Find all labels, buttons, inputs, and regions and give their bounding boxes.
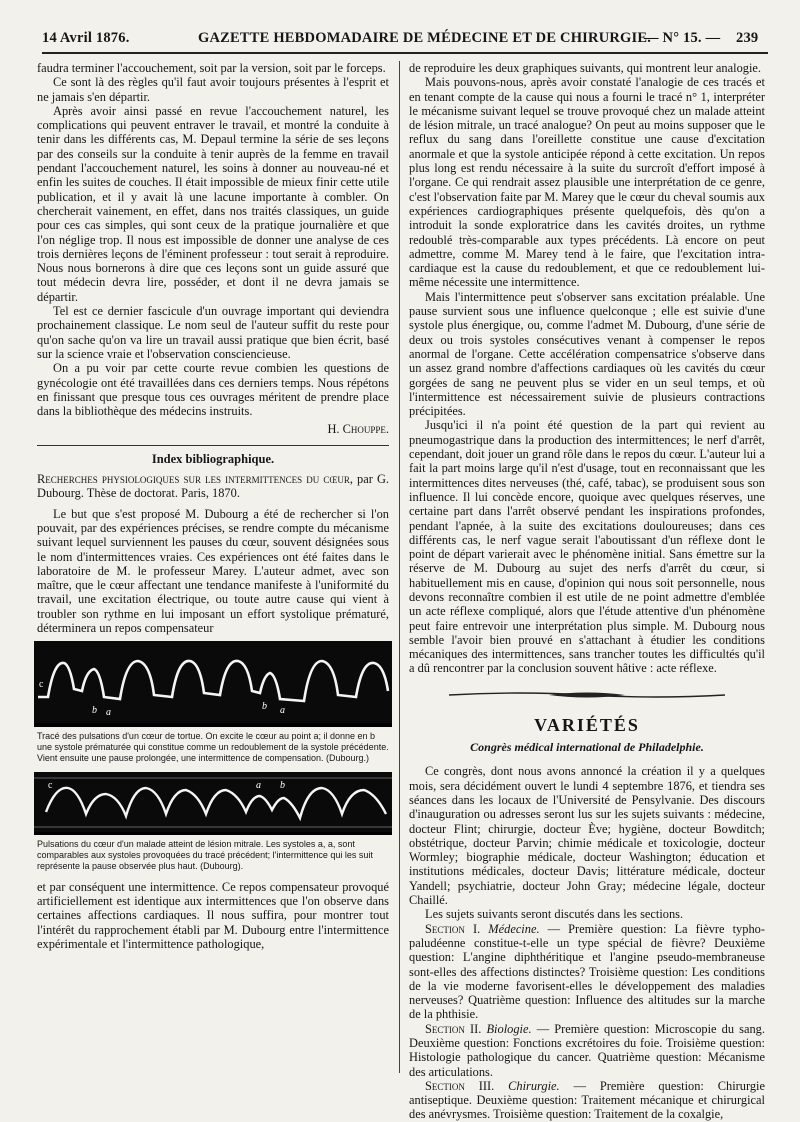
tortoise-pulse-trace xyxy=(34,641,392,723)
book-title: Recherches physiologiques sur les intermittences du cœur, xyxy=(37,472,353,487)
paragraph: Le but que s'est proposé M. Dubourg a été de rechercher si l'on pouvait, par des expériences précises, se rendre compte du mécanisme suivant lequel surviennent les pauses du cœur, souvent désignées sous le nom d'intermittences vraies. Ces expériences ont été faites dans le laboratoire de M. le professeur Marey. L'auteur admet, avec son maître, que le cœur affectant une tendance manifeste à l'uniformité du travail, une excitation électrique, ou toute autre cause qui vient à troubler son rythme en lui imposant un effort systolique prématuré, déterminera un repos compensateur xyxy=(37,506,389,635)
left-column xyxy=(37,61,389,951)
figure-mitral-trace xyxy=(34,772,392,835)
paragraph: Après avoir ainsi passé en revue l'accouchement naturel, les complications qui peuvent entraver le travail, et montré la conduite à tenir dans les différents cas, M. Depaul termine la série de ses leçons par des conseils sur la conduite à tenir auprès de la femme en travail pendant l'accouchement naturel, les soins à donner au nouveau-né et enfin les suites de couches. Il était impossible de mieux finir cette utile publication, et il y avait là une lacune importante à combler. On chercherait vainement, en effet, dans nos traités classiques, un guide pour ces cas simples, qui sont ceux de la pratique journalière et que l'on néglige trop. Il nous est impossible de donner une analyse de ces trois dernières leçons de l'éminent professeur : tout serait à reproduire. Nous nous bornerons à dire que ces leçons sont un guide assuré que tout médecin devra lire, posséder, et dont il ne devra jamais se départir. xyxy=(37,103,389,304)
paragraph: Ce congrès, dont nous avons annoncé la création il y a quelques mois, sera décidément ouvert le lundi 4 septembre 1876, et tiendra ses séances dans les locaux de l'Université de Pensylvanie. Des discours d'inauguration ou adresses seront lus sur les sujets suivants : médecine, docteur Flint; chirurgie, docteur Ève; hygiène, docteur Bowditch; obstétrique, docteur Parvin; chimie médicale et toxicologie, docteur Wormley; biographie médicale, docteur Washington; éducation et institutions médicales, docteur Davis; littérature médicale, docteur Yandell; psychiatrie, docteur John Gray; médecine légale, docteur Chaillé. xyxy=(409,764,765,908)
book-details: par G. Dubourg. Thèse de doctorat. Paris, 1870. xyxy=(37,472,389,501)
section-text: — Première question: Microscopie du sang. Deuxième question: Fonctions excrétoires du foie. Troisième question: Histologie pathologique du cancer. Quatrième question: Mécanisme des articulations. xyxy=(409,1021,765,1079)
header-rule xyxy=(42,52,768,54)
paragraph: Ce sont là des règles qu'il faut avoir toujours présentes à l'esprit et ne jamais s'en départir. xyxy=(37,75,389,104)
figure-tortoise-trace xyxy=(34,641,392,726)
section-item xyxy=(409,1079,765,1122)
trace-label: a xyxy=(256,779,261,791)
column-divider xyxy=(399,61,400,1073)
trace-label: c xyxy=(48,779,53,791)
paragraph: faudra terminer l'accouchement, soit par la version, soit par le forceps. xyxy=(37,61,386,75)
figure-caption: Tracé des pulsations d'un cœur de tortue. On excite le cœur au point a; il donne en b une systole prématurée qui constitue comme un redoublement de la systole précédente. Vient ensuite une pause prolongée, une intermittence de compensation. (Dubourg.) xyxy=(37,730,389,763)
section-item xyxy=(409,922,765,1022)
trace-label: a xyxy=(280,705,285,717)
author-signature: H. Chouppe. xyxy=(327,422,389,437)
section-label: Section I. xyxy=(425,921,481,936)
ornament-graphic xyxy=(449,690,725,700)
trace-label: b xyxy=(262,701,267,713)
section-name: Médecine. xyxy=(488,921,540,936)
paragraph: et par conséquent une intermittence. Ce repos compensateur provoqué artificiellement est identique aux intermittences que l'on observe dans certaines affections cardiaques. Il nous suffira, pour montrer tout l'intérêt du rapprochement établi par M. Dubourg entre l'intermittence expérimentale et l'intermittence pathologique, xyxy=(37,879,389,952)
figure-caption: Pulsations du cœur d'un malade atteint de lésion mitrale. Les systoles a, a, sont comparables aux systoles provoquées du tracé précédent; l'intermittence qui les suit représente la pause observée plus haut. (Dubourg). xyxy=(37,838,373,871)
section-name: Chirurgie. xyxy=(508,1078,560,1093)
section-text: — Première question: Chirurgie antiseptique. Deuxième question: Traitement mécanique et chirurgical des anévrysmes. Troisième question: Traitement de la coxalgie, xyxy=(409,1078,765,1122)
section-text: — Première question: La fièvre typho-paludéenne constitue-t-elle un type spécial de fièvre? Deuxième question: L'angine diphthéritique et l'angine pseudo-membraneuse sont-elles des affections distinctes? Troisième question: Les conditions de la vie moderne favorisent-elles le développement des maladies nerveuses? Quatrième question: Influence des altitudes sur la marche de la phthisie. xyxy=(409,921,765,1022)
section-label: Section III. xyxy=(425,1078,495,1093)
journal-title: GAZETTE HEBDOMADAIRE DE MÉDECINE ET DE CHIRURGIE. xyxy=(198,30,652,46)
section-title: VARIÉTÉS xyxy=(534,714,640,735)
paragraph: Les sujets suivants seront discutés dans les sections. xyxy=(425,907,684,922)
section-name: Biologie. xyxy=(486,1021,532,1036)
ornamental-rule xyxy=(449,690,725,700)
article-title: Congrès médical international de Philadelphie. xyxy=(470,740,704,755)
section-label: Section II. xyxy=(425,1021,482,1036)
index-heading: Index bibliographique. xyxy=(151,451,275,466)
paragraph: On a pu voir par cette courte revue combien les questions de gynécologie ont été travaillées dans ces derniers temps. Nous répétons en finissant que presque tous ces ouvrages méritent de prendre place dans la bibliothèque des médecins instruits. xyxy=(37,361,389,419)
issue-date: 14 Avril 1876. xyxy=(42,30,130,46)
paragraph: Mais l'intermittence peut s'observer sans excitation préalable. Une pause survient sous une influence quelconque ; elle est suivie d'une systole plus énergique, ou, comme l'admet M. Dubourg, d'une série de deux ou trois systoles consécutives venant à compenser le repos anormal de l'organe. Cette accélération compensatrice s'observe dans un assez grand nombre d'affections cardiaques où les cavités du cœur gorgées de sang ne peuvent plus se vider en un seul temps, et où l'intermittence est nécessairement suivie de plusieurs contractions précipitées. xyxy=(409,289,765,419)
paragraph: de reproduire les deux graphiques suivants, qui montrent leur analogie. xyxy=(409,61,762,75)
trace-label: b xyxy=(92,705,97,717)
paragraph: Mais pouvons-nous, après avoir constaté l'analogie de ces tracés et en tenant compte de la cause qui nous a fourni le tracé n° 1, interpréter le mécanisme suivant lequel se trouve provoqué chez un malade atteint de lésion mitrale, un tracé analogue? On peut au moins supposer que le reflux du sang dans l'oreillette constitue une cause d'excitation anormale et que la systole anticipée répond à cette excitation. Un repos plus long est rendu nécessaire à la suite du surcroît d'effort imposé à l'organe. Ce qui rendrait assez plausible une interprétation de ce genre, c'est l'observation faite par M. Marey que le cœur du cheval soumis aux expériences cardiographiques présente quelquefois, dès qu'on a introduit la sonde exploratrice dans les cavités droites, un rythme redoublé très-comparable aux types précédents. Là encore on peut admettre, comme M. Marey tend à le faire, que l'excitation intra-cardiaque est la cause du redoublement, et que ce redoublement lui-même nécessite une intermittence. xyxy=(409,75,765,290)
page-header xyxy=(42,30,768,54)
section-separator xyxy=(37,445,389,446)
right-column xyxy=(409,61,765,1122)
mitral-pulse-trace xyxy=(34,772,392,832)
issue-number: — N° 15. — xyxy=(644,30,721,46)
paragraph: Jusqu'ici il n'a point été question de la part qui revient au pneumogastrique dans la production des intermittences; le nerf d'arrêt, cependant, doit jouer un grand rôle dans le repos du cœur. L'auteur lui a fait la part moins large qu'il n'est d'usage, tout en reconnaissant que les intermittences dites nerveuses (thé, café, tabac), se produisent sous son influence. Il lui concède encore, quoique avec quelques réserves, une certaine part dans l'arrêt observé pendant les inspirations profondes, pendant l'apnée, à la suite des excitations douloureuses; dans ces différents cas, le nerf vague serait l'aboutissant d'un réflexe dont le point de départ varierait avec le phénomène initial. Sans émettre sur la réserve de M. Dubourg au sujet des nerfs d'arrêt du cœur, si habituellement mis en cause, d'opinion qui nous soit personnelle, nous devons reconnaître combien il est utile de ne point admettre d'emblée un acte réflexe compliqué, alors que l'étude attentive d'un phénomène peut faire entrevoir une interprétation plus simple. M. Dubourg nous semble l'avoir bien prouvé en s'attachant à étudier les conditions mécaniques des intermittences, sans trancher toutes les difficultés qu'il a dû rencontrer par la conclusion souvent hâtive : acte réflexe. xyxy=(409,418,765,676)
paragraph: Tel est ce dernier fascicule d'un ouvrage important qui deviendra prochainement classique. Le nom seul de l'auteur suffit du reste pour qu'on sache qu'on va lire un travail aussi pratique que bien écrit, basé sur la science vraie et l'observation consciencieuse. xyxy=(37,304,389,361)
trace-label: c xyxy=(39,679,44,691)
trace-label: b xyxy=(280,779,285,791)
page-number: 239 xyxy=(736,30,759,46)
trace-label: a xyxy=(106,707,111,719)
section-item xyxy=(409,1022,765,1079)
book-reference xyxy=(37,472,389,501)
